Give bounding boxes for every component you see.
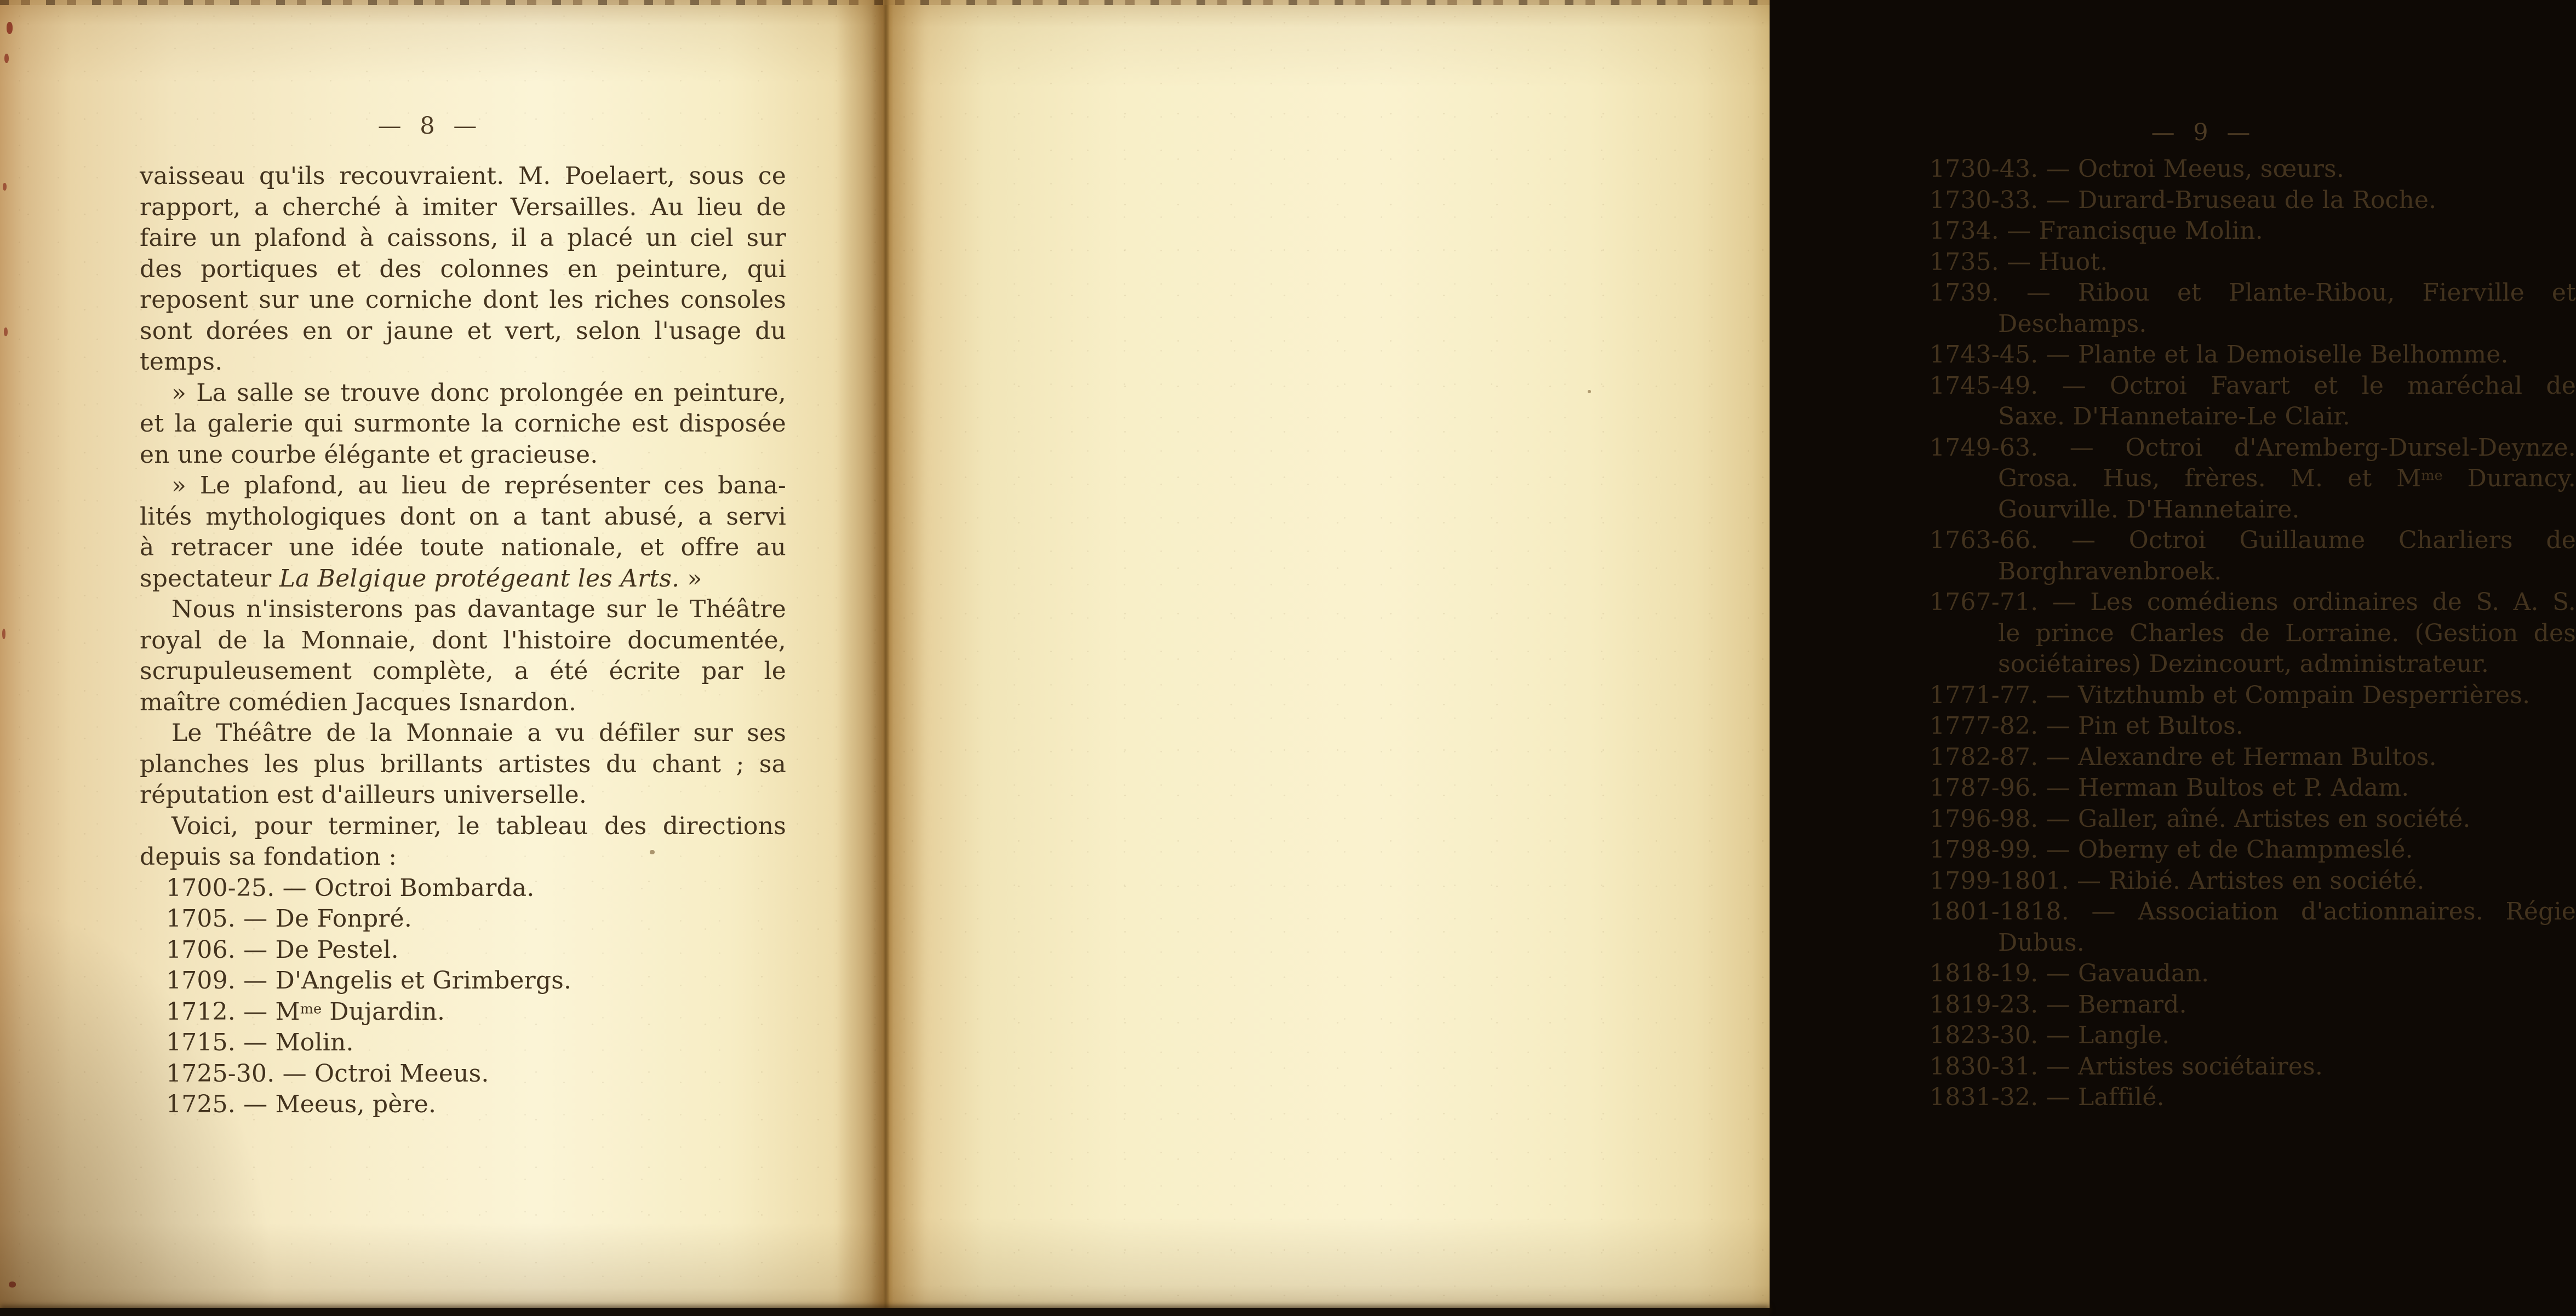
text-line: 1715. — Molin. xyxy=(166,1028,354,1056)
direction-entry xyxy=(1930,958,2576,990)
red-edge-speck xyxy=(3,183,7,191)
text-line: 1709. — D'Angelis et Grimbergs. xyxy=(166,967,572,995)
direction-entry xyxy=(1930,278,2576,340)
direction-entry xyxy=(1930,866,2576,897)
page-left-text-column xyxy=(140,161,786,1120)
text-line: spectateur La Belgique protégeant les Arts. » xyxy=(140,564,702,593)
text-line: » Le plafond, au lieu de représenter ces bana- xyxy=(171,472,786,499)
red-edge-speck xyxy=(4,54,9,63)
direction-entry xyxy=(1930,587,2576,680)
text-line: Dubus. xyxy=(1998,928,2085,957)
direction-entry xyxy=(140,935,786,966)
text-line: 1767-71. — Les comédiens ordinaires de S. A. S. xyxy=(1930,588,2576,616)
direction-entry xyxy=(140,873,786,904)
text-line: réputation est d'ailleurs universelle. xyxy=(140,781,587,809)
direction-entry xyxy=(140,904,786,935)
text-line: scrupuleusement complète, a été écrite par le xyxy=(140,657,786,685)
direction-entry xyxy=(1930,247,2576,278)
direction-entry xyxy=(1930,371,2576,433)
paragraph xyxy=(140,594,786,718)
text-line: temps. xyxy=(140,348,223,376)
text-line: 1712. — $M^{me}$ Dujardin. xyxy=(166,997,445,1026)
text-line: 1745-49. — Octroi Favart et le maréchal de xyxy=(1930,371,2576,400)
direction-entry xyxy=(140,997,786,1028)
paragraph xyxy=(140,161,786,378)
direction-entry xyxy=(1930,835,2576,866)
direction-entry xyxy=(1930,340,2576,371)
text-line: vaisseau qu'ils recouvraient. M. Poelaert, sous ce xyxy=(140,162,786,190)
text-line: maître comédien Jacques Isnardon. xyxy=(140,688,577,716)
direction-entry xyxy=(1930,154,2576,185)
text-line: 1777-82. — Pin et Bultos. xyxy=(1930,712,2243,740)
direction-entry xyxy=(1930,185,2576,216)
text-line: des portiques et des colonnes en peinture, qui xyxy=(140,255,786,283)
text-line: rapport, a cherché à imiter Versailles. Au lieu de xyxy=(140,193,786,221)
text-line: 1705. — De Fonpré. xyxy=(166,905,413,933)
red-edge-speck xyxy=(2,629,5,639)
direction-entry xyxy=(1930,680,2576,711)
text-line: 1730-43. — Octroi Meeus, sœurs. xyxy=(1930,155,2345,183)
text-line: 1763-66. — Octroi Guillaume Charliers de xyxy=(1930,526,2576,554)
paragraph xyxy=(140,811,786,873)
scan-top-edge xyxy=(0,0,1770,5)
text-line: Saxe. D'Hannetaire-Le Clair. xyxy=(1998,403,2350,430)
text-line: reposent sur une corniche dont les riches consoles xyxy=(140,286,786,314)
text-line: 1739. — Ribou et Plante-Ribou, Fierville et xyxy=(1930,279,2576,307)
paragraph xyxy=(140,470,786,594)
text-line: 1749-63. — Octroi d'Aremberg-Dursel-Deynze. xyxy=(1930,433,2576,462)
text-line: 1801-1818. — Association d'actionnaires. Régie xyxy=(1930,898,2576,926)
text-line: 1819-23. — Bernard. xyxy=(1930,990,2187,1019)
scan-bottom-edge xyxy=(0,1308,1770,1316)
text-line: » La salle se trouve donc prolongée en peinture, xyxy=(171,378,786,407)
text-line: Voici, pour terminer, le tableau des directions xyxy=(171,812,786,840)
page-number-right: — 9 — xyxy=(2151,119,2251,146)
text-line: 1743-45. — Plante et la Demoiselle Belhomme. xyxy=(1930,341,2509,369)
page-right xyxy=(886,0,2576,1316)
text-line: 1782-87. — Alexandre et Herman Bultos. xyxy=(1930,743,2437,771)
direction-entry xyxy=(1930,773,2576,804)
direction-entry xyxy=(140,1059,786,1090)
red-edge-speck xyxy=(9,1281,16,1288)
text-line: 1799-1801. — Ribié. Artistes en société. xyxy=(1930,866,2425,895)
text-line: Nous n'insisterons pas davantage sur le Théâtre xyxy=(171,595,786,623)
text-line: 1798-99. — Oberny et de Champmeslé. xyxy=(1930,836,2413,864)
page-right-text-column xyxy=(1930,154,2576,1113)
text-line: Grosa. Hus, frères. M. et $M^{me}$ Durancy. xyxy=(1998,464,2576,492)
text-line: depuis sa fondation : xyxy=(140,843,397,871)
text-line: à retracer une idée toute nationale, et offre au xyxy=(140,533,786,561)
text-line: 1725-30. — Octroi Meeus. xyxy=(166,1059,489,1088)
paper-speck xyxy=(1588,390,1591,393)
text-line: 1725. — Meeus, père. xyxy=(166,1090,437,1118)
text-line: Borghravenbroek. xyxy=(1998,557,2222,585)
direction-entry xyxy=(1930,742,2576,773)
direction-entry xyxy=(1930,1020,2576,1051)
direction-entry xyxy=(1930,525,2576,587)
direction-entry xyxy=(1930,711,2576,742)
page-number-left: — 8 — xyxy=(377,112,477,140)
text-line: le prince Charles de Lorraine. (Gestion des xyxy=(1998,619,2576,647)
red-edge-speck xyxy=(7,22,13,34)
direction-entry xyxy=(1930,990,2576,1021)
text-line: 1818-19. — Gavaudan. xyxy=(1930,959,2209,987)
text-line: 1787-96. — Herman Bultos et P. Adam. xyxy=(1930,774,2409,802)
direction-entry xyxy=(140,1089,786,1120)
text-line: 1734. — Francisque Molin. xyxy=(1930,217,2263,245)
text-line: faire un plafond à caissons, il a placé un ciel sur xyxy=(140,224,786,252)
text-line: 1796-98. — Galler, aîné. Artistes en société. xyxy=(1930,804,2471,833)
text-line: 1831-32. — Laffilé. xyxy=(1930,1083,2165,1111)
direction-entry xyxy=(1930,433,2576,526)
text-line: 1700-25. — Octroi Bombarda. xyxy=(166,873,535,902)
direction-entry xyxy=(140,1027,786,1059)
text-line: Deschamps. xyxy=(1998,309,2147,338)
text-line: sociétaires) Dezincourt, administrateur. xyxy=(1998,650,2489,678)
text-line: Gourville. D'Hannetaire. xyxy=(1998,495,2300,524)
text-line: sont dorées en or jaune et vert, selon l'usage du xyxy=(140,317,786,345)
text-line: 1730-33. — Durard-Bruseau de la Roche. xyxy=(1930,186,2437,214)
red-edge-speck xyxy=(4,327,8,336)
text-line: lités mythologiques dont on a tant abusé, a servi xyxy=(140,502,786,531)
text-line: 1735. — Huot. xyxy=(1930,248,2108,276)
text-line: en une courbe élégante et gracieuse. xyxy=(140,440,598,469)
direction-entry xyxy=(140,966,786,997)
direction-entry xyxy=(1930,1082,2576,1113)
text-line: planches les plus brillants artistes du chant ; sa xyxy=(140,750,786,778)
text-line: royal de la Monnaie, dont l'histoire documentée, xyxy=(140,626,786,654)
direction-entry xyxy=(1930,1051,2576,1083)
paragraph xyxy=(140,378,786,471)
text-line: 1830-31. — Artistes sociétaires. xyxy=(1930,1052,2323,1081)
direction-entry xyxy=(1930,804,2576,835)
paper-speck xyxy=(650,850,655,854)
text-line: Le Théâtre de la Monnaie a vu défiler sur ses xyxy=(171,719,786,747)
direction-entry xyxy=(1930,216,2576,247)
text-line: 1823-30. — Langle. xyxy=(1930,1021,2170,1049)
page-left xyxy=(0,0,886,1316)
text-line: et la galerie qui surmonte la corniche est disposée xyxy=(140,410,786,438)
direction-entry xyxy=(1930,897,2576,958)
paragraph xyxy=(140,718,786,811)
text-line: 1706. — De Pestel. xyxy=(166,935,399,964)
text-line: 1771-77. — Vitzthumb et Compain Desperrières. xyxy=(1930,681,2531,709)
